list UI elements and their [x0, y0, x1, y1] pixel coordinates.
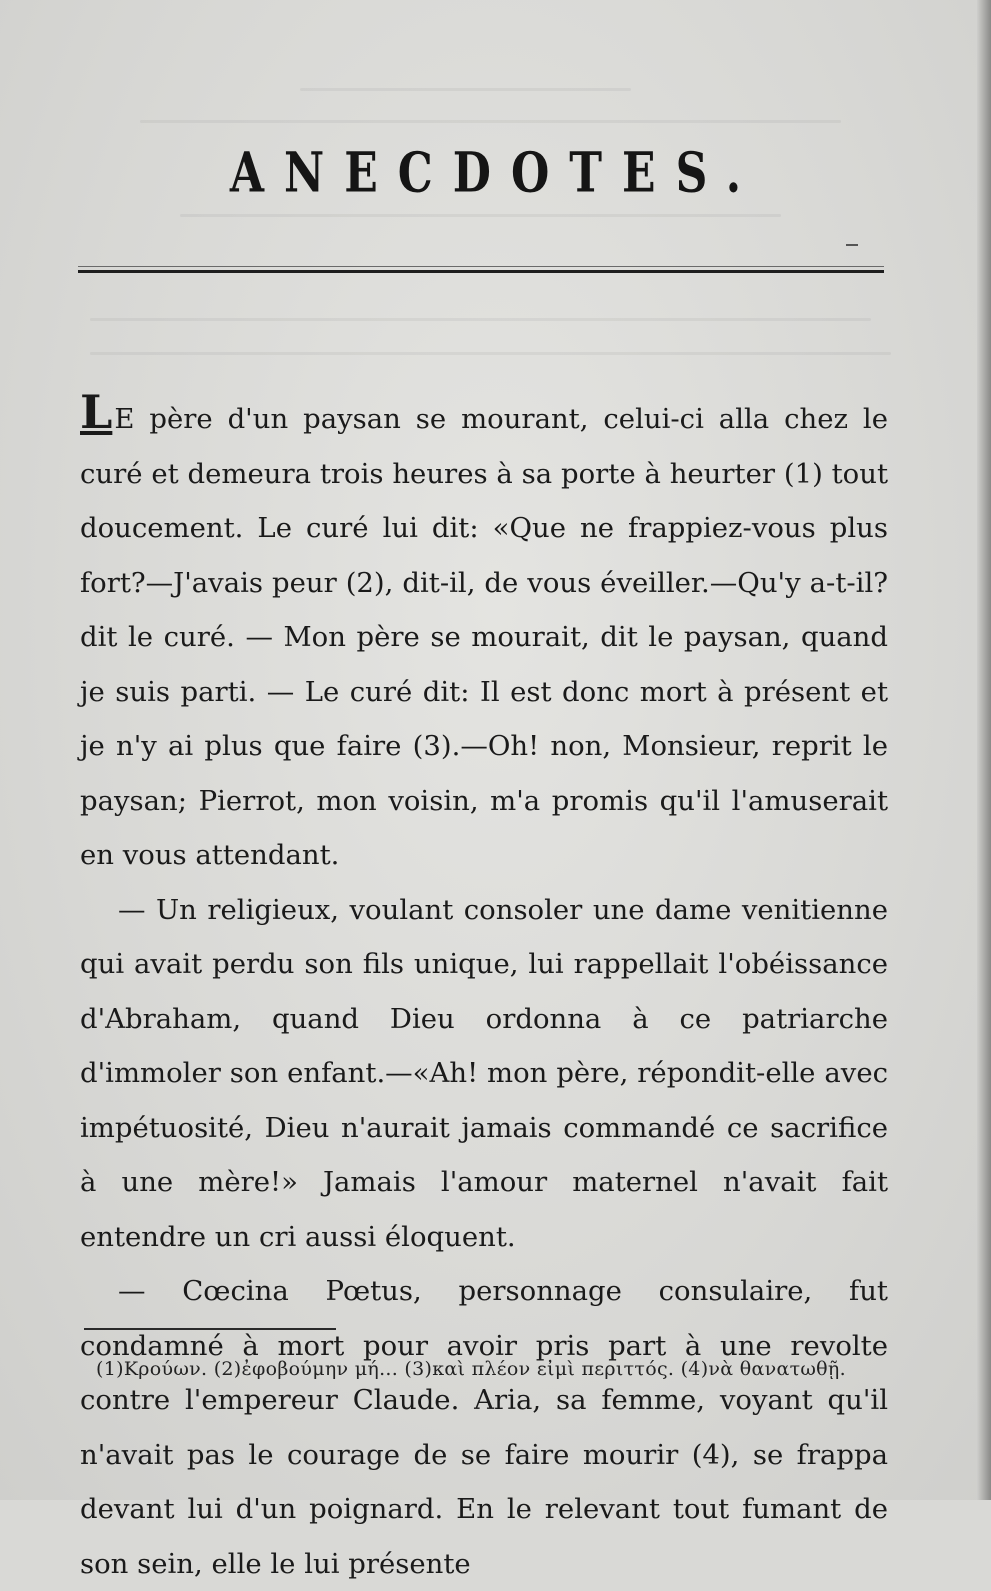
bleed-through-mark: [140, 120, 841, 123]
anecdotes-body: [80, 385, 888, 1591]
paragraph-text: — Cœcina Pœtus, personnage consulaire, fut condamné à mort pour avoir pris part à une revolte contre l'empereur Claude. Aria, sa femme, voyant qu'il n'avait pas le courage de se faire mourir (4), se frappa devant lui d'un poignard. En le relevant tout fumant de son sein, elle le lui présente: [80, 1275, 888, 1580]
footnote-rule: [84, 1328, 336, 1330]
anecdote-paragraph: [80, 385, 888, 883]
paragraph-text: — Un religieux, voulant consoler une dame venitienne qui avait perdu son fils unique, lui rappellait l'obéissance d'Abraham, quand Dieu ordonna à ce patriarche d'immoler son enfant.—«Ah! mon père, répondit-elle avec impétuosité, Dieu n'aurait jamais commandé ce sacrifice à une mère!» Jamais l'amour maternel n'avait fait entendre un cri aussi éloquent.: [80, 893, 888, 1253]
title-rule: [78, 270, 884, 273]
paragraph-text: E père d'un paysan se mourant, celui-ci alla chez le curé et demeura trois heures à sa porte à heurter (1) tout doucement. Le curé lui dit: «Que ne frappiez-vous plus fort?—J'avais peur (2), dit-il, de vous éveiller.—Qu'y a-t-il? dit le curé. — Mon père se mourait, dit le paysan, quand je suis parti. — Le curé dit: Il est donc mort à présent et je n'y ai plus que faire (3).—Oh! non, Monsieur, reprit le paysan; Pierrot, mon voisin, m'a promis qu'il l'amuserait en vous attendant.: [80, 403, 888, 871]
print-mark: [846, 244, 858, 246]
bleed-through-mark: [90, 352, 891, 355]
bleed-through-mark: [90, 318, 871, 321]
footnotes: (1)Κρούων. (2)ἐφοβούμην μή... (3)καὶ πλέον εἰμὶ περιττός. (4)νὰ θανατωθῇ.: [96, 1358, 846, 1380]
title-rule-thin: [78, 266, 884, 267]
bleed-through-mark: [300, 88, 631, 91]
page-title: ANECDOTES.: [229, 141, 762, 206]
anecdote-paragraph: [80, 1264, 888, 1591]
bleed-through-mark: [180, 214, 781, 217]
page-edge-shadow: [977, 0, 991, 1500]
drop-cap: L: [80, 385, 113, 439]
anecdote-paragraph: [80, 883, 888, 1265]
